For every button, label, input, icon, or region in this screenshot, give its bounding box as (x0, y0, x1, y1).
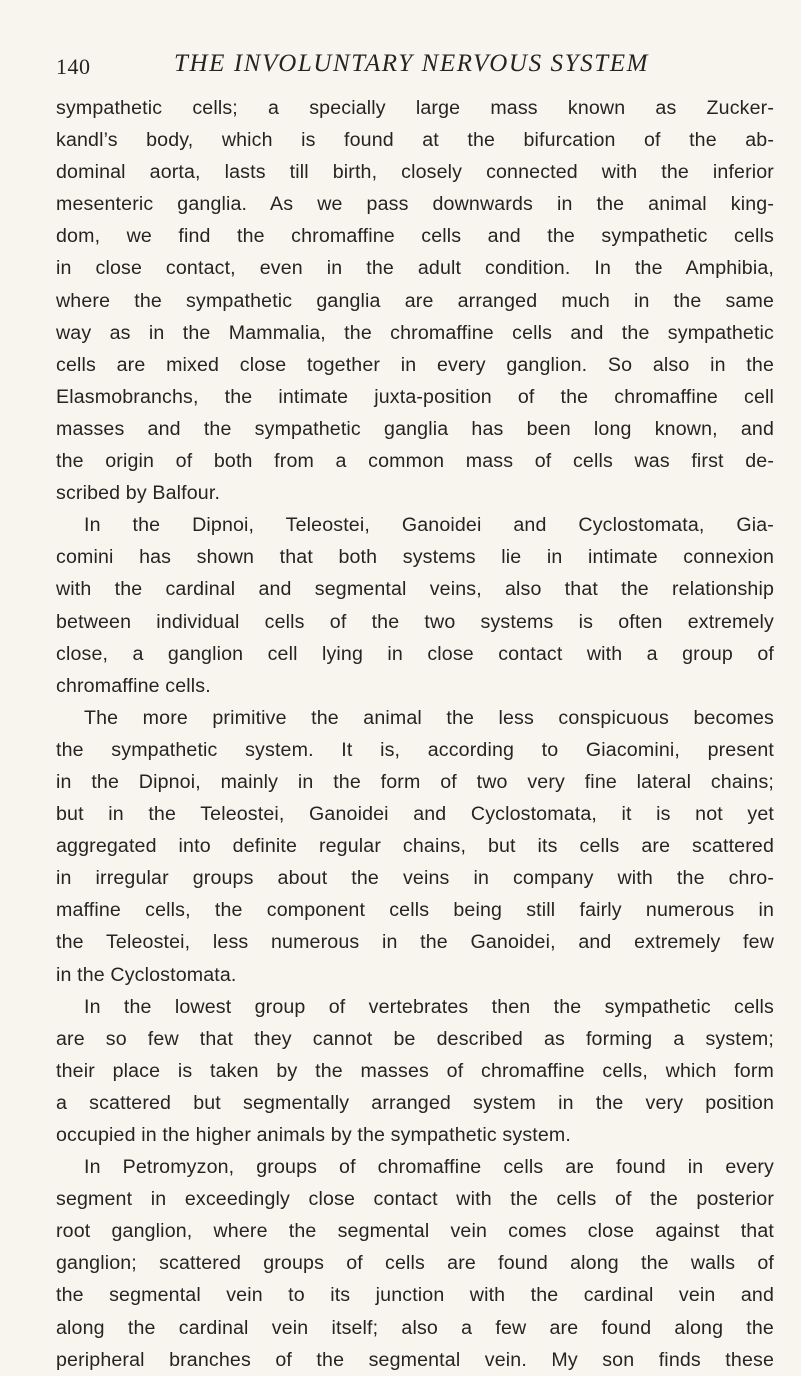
text-line: scribed by Balfour. (56, 482, 221, 505)
running-title: THE INVOLUNTARY NERVOUS SYSTEM (174, 50, 650, 77)
text-line: their place is taken by the masses of chromaffine cells, which form (56, 1059, 774, 1082)
text-line: Elasmobranchs, the intimate juxta-position of the chromaffine cell (56, 385, 774, 408)
page-number: 140 (56, 54, 91, 79)
text-line: a scattered but segmentally arranged system in the very position (56, 1091, 774, 1114)
text-line: are so few that they cannot be described as forming a system; (56, 1027, 774, 1050)
text-line: sympathetic cells; a specially large mass known as Zucker- (56, 97, 774, 119)
text-line: way as in the Mammalia, the chromaffine cells and the sympathetic (56, 321, 774, 344)
text-line: the origin of both from a common mass of cells was first de- (56, 450, 774, 473)
text-line: peripheral branches of the segmental vein. My son finds these (56, 1348, 774, 1371)
text-line: The more primitive the animal the less conspicuous becomes (84, 706, 774, 729)
text-line: in the Dipnoi, mainly in the form of two very fine lateral chains; (56, 770, 774, 793)
text-line: In Petromyzon, groups of chromaffine cells are found in every (84, 1156, 774, 1179)
text-line: the segmental vein to its junction with the cardinal vein and (56, 1284, 774, 1307)
text-line: along the cardinal vein itself; also a few are found along the (56, 1316, 774, 1339)
paragraph (56, 991, 774, 1151)
text-line: cells are mixed close together in every ganglion. So also in the (56, 353, 774, 376)
text-line: where the sympathetic ganglia are arranged much in the same (56, 289, 774, 312)
text-line: In the lowest group of vertebrates then the sympathetic cells (84, 995, 774, 1018)
text-line: in irregular groups about the veins in company with the chro- (56, 867, 774, 890)
paragraph (56, 702, 774, 991)
text-line: maffine cells, the component cells being still fairly numerous in (56, 899, 774, 922)
text-line: aggregated into definite regular chains, but its cells are scattered (56, 835, 774, 858)
text-line: close, a ganglion cell lying in close contact with a group of (56, 642, 774, 665)
text-line: the sympathetic system. It is, according to Giacomini, present (56, 738, 774, 761)
text-line: but in the Teleostei, Ganoidei and Cyclostomata, it is not yet (56, 803, 774, 826)
text-line: root ganglion, where the segmental vein comes close against that (56, 1220, 774, 1243)
paragraph (56, 92, 774, 509)
text-line: the Teleostei, less numerous in the Ganoidei, and extremely few (56, 931, 774, 954)
text-line: with the cardinal and segmental veins, also that the relationship (56, 578, 774, 601)
text-line: in close contact, even in the adult condition. In the Amphibia, (56, 257, 774, 280)
text-line: ganglion; scattered groups of cells are found along the walls of (56, 1252, 774, 1275)
text-line: mesenteric ganglia. As we pass downwards in the animal king- (56, 193, 774, 216)
text-line: masses and the sympathetic ganglia has been long known, and (56, 417, 774, 440)
paragraph (56, 509, 774, 702)
text-line: In the Dipnoi, Teleostei, Ganoidei and Cyclostomata, Gia- (84, 514, 774, 537)
body-text (56, 92, 774, 1376)
running-head (56, 50, 756, 84)
text-line: dominal aorta, lasts till birth, closely connected with the inferior (56, 161, 774, 184)
paragraph (56, 1151, 774, 1376)
text-line: between individual cells of the two systems is often extremely (56, 610, 774, 633)
text-line: kandl’s body, which is found at the bifurcation of the ab- (56, 129, 774, 152)
text-line: segment in exceedingly close contact with the cells of the posterior (56, 1188, 774, 1211)
text-line: occupied in the higher animals by the sympathetic system. (56, 1124, 571, 1146)
text-line: dom, we find the chromaffine cells and the sympathetic cells (56, 225, 774, 248)
text-line: chromaffine cells. (56, 674, 211, 697)
text-line: comini has shown that both systems lie in intimate connexion (56, 546, 774, 569)
text-line: in the Cyclostomata. (56, 963, 237, 986)
